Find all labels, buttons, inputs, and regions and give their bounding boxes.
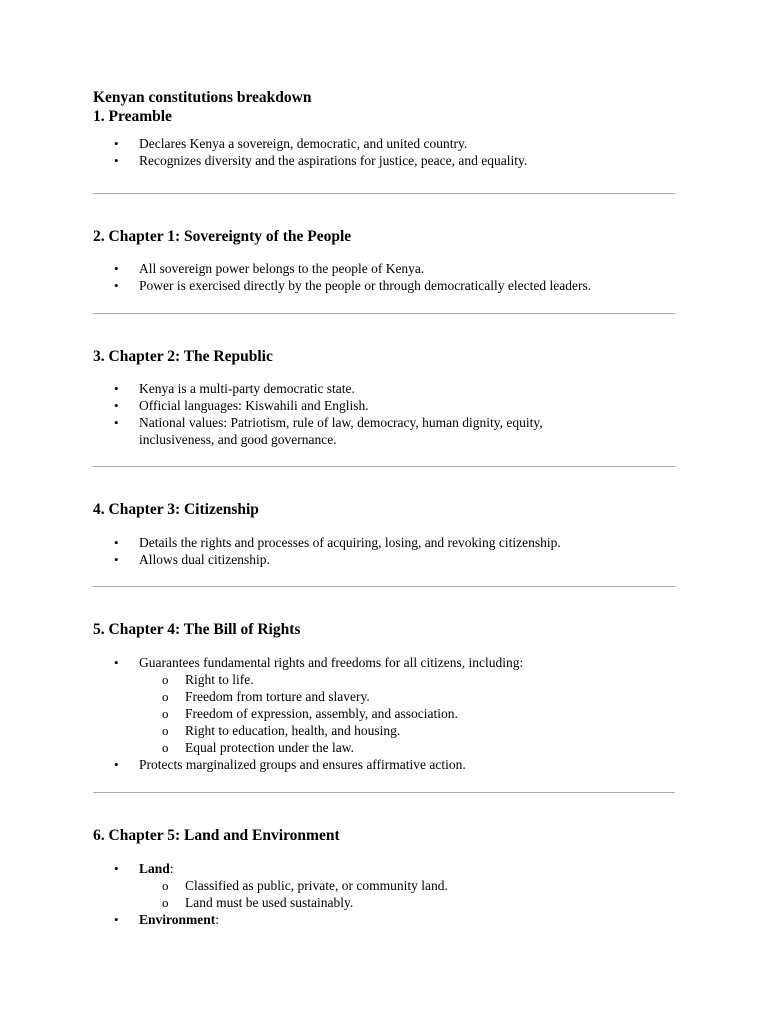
sub-list-item: o Right to education, health, and housing. xyxy=(162,723,401,738)
sub-list-item: o Classified as public, private, or community land. xyxy=(162,878,448,893)
list-item: • Protects marginalized groups and ensures affirmative action. xyxy=(114,757,466,772)
list-item: • Land: o Classified as public, private, or community land. o Land must be used sustainably. xyxy=(93,860,675,911)
list-item: • National values: Patriotism, rule of law, democracy, human dignity, equity, inclusiveness, and good governance. xyxy=(114,415,543,447)
section-divider xyxy=(93,586,675,587)
list-item: • All sovereign power belongs to the people of Kenya. xyxy=(114,261,425,276)
section-chapter-2 xyxy=(93,347,675,448)
section-divider xyxy=(93,313,675,314)
section-heading: 5. Chapter 4: The Bill of Rights xyxy=(93,621,301,638)
sub-bullet-list xyxy=(139,671,675,756)
section-chapter-4 xyxy=(93,620,675,773)
circle-bullet-icon: o xyxy=(162,672,169,687)
bullet-list xyxy=(93,534,675,568)
bullet-icon: • xyxy=(114,861,119,876)
circle-bullet-icon: o xyxy=(162,878,169,893)
sub-bullet-list xyxy=(139,877,675,911)
bullet-icon: • xyxy=(114,535,119,550)
list-item: • Details the rights and processes of acquiring, losing, and revoking citizenship. xyxy=(114,535,561,550)
section-heading: 2. Chapter 1: Sovereignty of the People xyxy=(93,228,352,245)
bullet-icon: • xyxy=(114,655,119,670)
list-item: • Allows dual citizenship. xyxy=(114,552,270,567)
section-divider xyxy=(93,792,675,793)
section-chapter-5 xyxy=(93,826,675,928)
bullet-icon: • xyxy=(114,381,119,396)
circle-bullet-icon: o xyxy=(162,689,169,704)
section-heading: 6. Chapter 5: Land and Environment xyxy=(93,827,340,844)
bullet-icon: • xyxy=(114,136,119,151)
sub-list-item: o Equal protection under the law. xyxy=(162,740,354,755)
bullet-icon: • xyxy=(114,415,119,430)
bullet-list xyxy=(93,860,675,928)
list-item: • Guarantees fundamental rights and freedoms for all citizens, including: o Right to life. o Freedom from torture and slavery. o Freedom of expression, assembly, and association. o Right to education, health, and housing. o Equal protection under the law. xyxy=(93,654,675,756)
sub-list-item: o Freedom of expression, assembly, and association. xyxy=(162,706,458,721)
bullet-list xyxy=(93,654,675,773)
section-heading: 1. Preamble xyxy=(93,108,172,125)
circle-bullet-icon: o xyxy=(162,706,169,721)
bullet-icon: • xyxy=(114,398,119,413)
section-divider xyxy=(93,466,675,467)
bullet-icon: • xyxy=(114,757,119,772)
list-item: • Recognizes diversity and the aspirations for justice, peace, and equality. xyxy=(114,153,528,168)
sub-list-item: o Freedom from torture and slavery. xyxy=(162,689,370,704)
section-preamble xyxy=(93,88,675,169)
bullet-list xyxy=(93,135,675,169)
sub-list-item: o Land must be used sustainably. xyxy=(162,895,354,910)
section-heading: 4. Chapter 3: Citizenship xyxy=(93,501,259,518)
circle-bullet-icon: o xyxy=(162,895,169,910)
list-item: • Declares Kenya a sovereign, democratic, and united country. xyxy=(114,136,468,151)
document-title: Kenyan constitutions breakdown xyxy=(93,89,312,106)
term-label: Land xyxy=(139,861,170,876)
bullet-icon: • xyxy=(114,552,119,567)
list-item: • Official languages: Kiswahili and English. xyxy=(114,398,369,413)
section-chapter-1 xyxy=(93,227,675,294)
list-item: • Power is exercised directly by the people or through democratically elected leaders. xyxy=(114,278,592,293)
bullet-icon: • xyxy=(114,278,119,293)
bullet-icon: • xyxy=(114,153,119,168)
section-divider xyxy=(93,193,675,194)
bullet-icon: • xyxy=(114,912,119,927)
section-chapter-3 xyxy=(93,500,675,568)
bullet-list xyxy=(93,260,675,294)
circle-bullet-icon: o xyxy=(162,723,169,738)
section-heading: 3. Chapter 2: The Republic xyxy=(93,348,273,365)
term-label: Environment xyxy=(139,912,216,927)
list-item: • Kenya is a multi-party democratic state. xyxy=(114,381,355,396)
bullet-icon: • xyxy=(114,261,119,276)
circle-bullet-icon: o xyxy=(162,740,169,755)
bullet-list xyxy=(93,380,675,448)
sub-list-item: o Right to life. xyxy=(162,672,254,687)
list-item: • Environment: xyxy=(114,912,220,927)
